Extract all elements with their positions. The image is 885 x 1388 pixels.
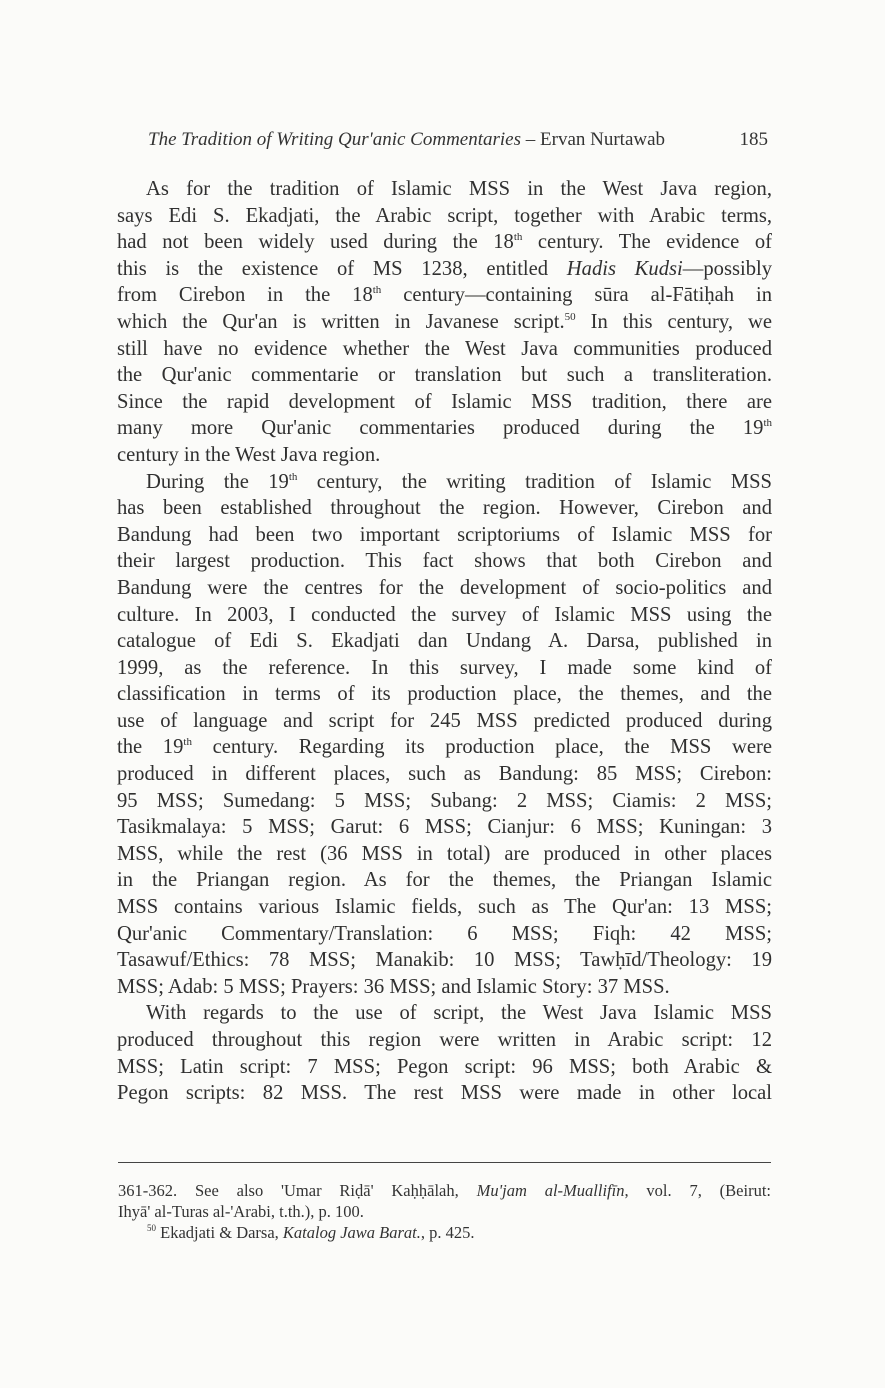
text-span: century, the writing tradition of Islamic MSS [297, 470, 772, 493]
footnote-divider [118, 1162, 771, 1163]
text-line: culture. In 2003, I conducted the survey of Islamic MSS using the [117, 603, 772, 626]
text-line: classification in terms of its production place, the themes, and the [117, 683, 772, 706]
text-span: which the Qur'an is written in Javanese script. [117, 310, 565, 333]
text-line: use of language and script for 245 MSS predicted produced during [117, 709, 772, 732]
page-number: 185 [739, 129, 768, 150]
footnote-number: 50 [147, 1223, 156, 1233]
text-line [117, 229, 772, 256]
text-span: from Cirebon in the 18 [117, 284, 373, 307]
text-line: produced throughout this region were written in Arabic script: 12 [117, 1029, 772, 1051]
footnote-49-continued [118, 1180, 771, 1201]
chapter-author: Ervan Nurtawab [540, 129, 666, 150]
text-line: Bandung had been two important scriptoriums of Islamic MSS for [117, 523, 772, 546]
text-line: catalogue of Edi S. Ekadjati dan Undang A. Darsa, published in [117, 630, 772, 653]
paragraph-3 [117, 1000, 772, 1106]
text-line: Pegon scripts: 82 MSS. The rest MSS were made in other local [117, 1082, 772, 1105]
text-line: 95 MSS; Sumedang: 5 MSS; Subang: 2 MSS; Ciamis: 2 MSS; [117, 789, 772, 812]
text-span: , p. 425. [420, 1223, 475, 1242]
text-line: As for the tradition of Islamic MSS in the West Java region, [146, 178, 772, 200]
text-line: in the Priangan region. As for the themes, the Priangan Islamic [117, 869, 772, 892]
text-span: century. The evidence of [522, 231, 772, 254]
footnote-49-end: Ihyā' al-Turas al-'Arabi, t.th.), p. 100. [118, 1202, 364, 1221]
text-span: century. Regarding its production place, the MSS were [191, 736, 772, 759]
text-line: has been established throughout the region. However, Cirebon and [117, 497, 772, 520]
text-line: produced in different places, such as Bandung: 85 MSS; Cirebon: [117, 763, 772, 786]
text-span: the 19 [117, 736, 184, 759]
text-line: the Qur'anic commentarie or translation but such a transliteration. [117, 364, 772, 387]
text-line [117, 282, 772, 309]
main-body-text [117, 176, 772, 1107]
text-line: MSS, while the rest (36 MSS in total) are produced in other places [117, 842, 772, 865]
title-separator: – [521, 129, 541, 150]
text-line: With regards to the use of script, the West Java Islamic MSS [146, 1002, 772, 1025]
cited-work-title: Katalog Jawa Barat. [282, 1223, 421, 1242]
text-span: 361-362. See also 'Umar Riḍā' Kaḥḥālah, [118, 1181, 477, 1200]
footnote-50 [118, 1222, 771, 1243]
superscript: th [372, 284, 382, 297]
text-line: MSS; Adab: 5 MSS; Prayers: 36 MSS; and Islamic Story: 37 MSS. [117, 975, 670, 998]
text-line: says Edi S. Ekadjati, the Arabic script, together with Arabic terms, [117, 204, 772, 227]
text-span: many more Qur'anic commentaries produced during the 19 [117, 417, 764, 440]
text-line [117, 469, 772, 496]
paragraph-2 [117, 469, 772, 1001]
footnote-ref-50[interactable]: 50 [564, 310, 576, 323]
superscript: th [513, 231, 523, 244]
text-line [117, 256, 772, 283]
text-span: —possibly [682, 257, 773, 280]
text-span: century—containing sūra al-Fātiḥah in [381, 284, 772, 307]
text-line: Tasawuf/Ethics: 78 MSS; Manakib: 10 MSS; Tawḥīd/Theology: 19 [117, 949, 772, 972]
text-line: Since the rapid development of Islamic MSS tradition, there are [117, 390, 772, 413]
text-line [117, 734, 772, 761]
footnotes [118, 1180, 771, 1243]
text-span: had not been widely used during the 18 [117, 231, 514, 254]
text-line: 1999, as the reference. In this survey, I made some kind of [117, 656, 772, 679]
text-span: this is the existence of MS 1238, entitled [117, 257, 567, 280]
superscript: th [183, 736, 192, 749]
cited-work-title: Mu'jam al-Muallifīn [476, 1181, 625, 1200]
text-line [117, 309, 772, 336]
text-line: Qur'anic Commentary/Translation: 6 MSS; Fiqh: 42 MSS; [117, 922, 772, 945]
text-line: MSS contains various Islamic fields, such as The Qur'an: 13 MSS; [117, 896, 772, 919]
superscript: th [763, 417, 772, 430]
superscript: th [288, 470, 298, 483]
text-line: their largest production. This fact shows that both Cirebon and [117, 550, 772, 573]
running-head [148, 128, 768, 152]
text-span: Ekadjati & Darsa, [156, 1223, 283, 1242]
text-line: Tasikmalaya: 5 MSS; Garut: 6 MSS; Cianjur: 6 MSS; Kuningan: 3 [117, 816, 772, 839]
book-title: The Tradition of Writing Qur'anic Commentaries [148, 129, 522, 150]
text-line: still have no evidence whether the West Java communities produced [117, 337, 772, 360]
text-line: MSS; Latin script: 7 MSS; Pegon script: 96 MSS; both Arabic & [117, 1055, 772, 1078]
text-line [117, 415, 772, 442]
paragraph-1 [117, 176, 772, 469]
manuscript-title: Hadis Kudsi [566, 257, 683, 280]
text-span: During the 19 [146, 470, 289, 493]
text-line: Bandung were the centres for the development of socio-politics and [117, 576, 772, 599]
text-line: century in the West Java region. [117, 443, 381, 466]
text-span: In this century, we [575, 310, 773, 333]
text-span: , vol. 7, (Beirut: [624, 1181, 772, 1200]
